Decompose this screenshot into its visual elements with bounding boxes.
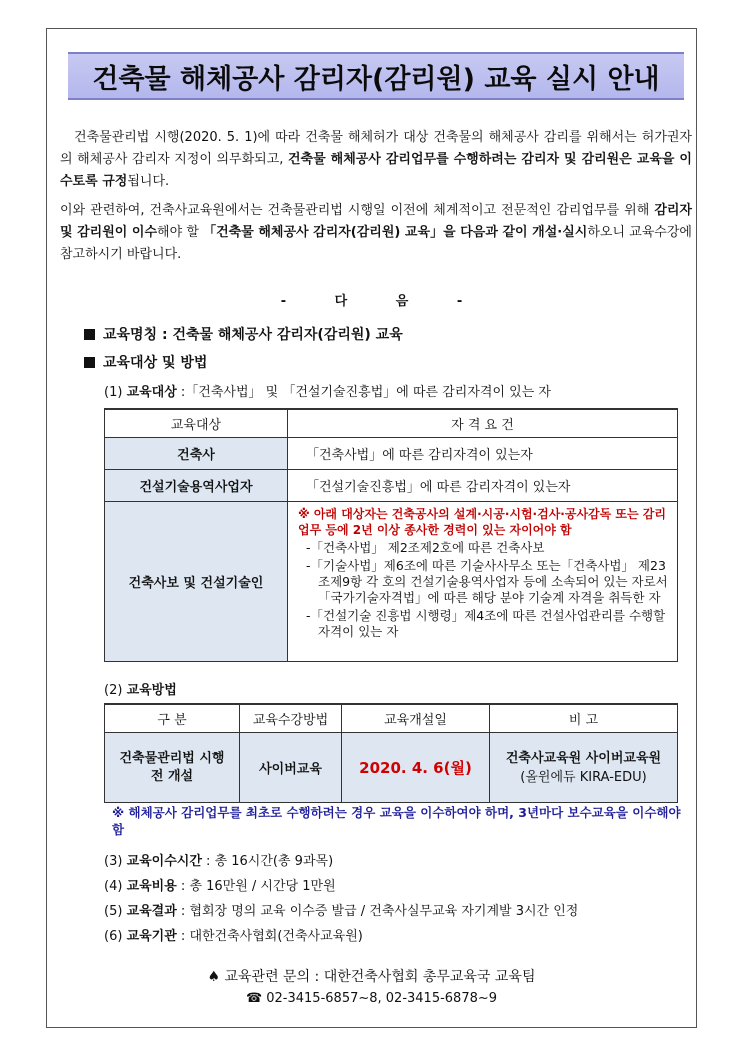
contact-line-2: ☎ 02-3415-6857~8, 02-3415-6878~9 [245, 991, 498, 1006]
detail-label: 교육이수시간 [126, 854, 202, 869]
method-date: 2020. 4. 6(월) [342, 733, 490, 803]
table-row [105, 438, 678, 470]
method-category: 건축물관리법 시행전 개설 [105, 733, 240, 803]
requirement-note: ※ 아래 대상자는 건축공사의 설계·시공·시험·검사·공사감독 또는 감리업무 등에 2년 이상 종사한 경력이 있는 자이어야 함 [298, 507, 666, 537]
contact-line-1: ♠ 교육관련 문의 : 대한건축사협회 총무교육국 교육팀 [207, 969, 536, 985]
warning-note: ※ 해체공사 감리업무를 최초로 수행하려는 경우 교육을 이수하여야 하며, 3년마다 보수교육을 이수해야 함 [112, 805, 681, 837]
requirement-item: -「건축사법」 제2조제2호에 따른 건축사보 [306, 540, 545, 555]
square-bullet-icon [84, 329, 95, 340]
detail-line [104, 850, 333, 869]
table-row [105, 470, 678, 502]
da-eum-heading: - 다 음 - [280, 294, 463, 309]
square-bullet-icon [84, 357, 95, 368]
detail-line [104, 925, 363, 944]
detail-num: (5) [104, 904, 123, 919]
row-label: 건축사 [105, 438, 288, 470]
header-cell: 비 고 [490, 704, 678, 733]
detail-text: : 총 16만원 / 시간당 1만원 [176, 879, 336, 894]
intro-text: 이와 관련하여, 건축사교육원에서는 건축물관리법 시행일 이전에 체계적이고 전문적인 감리업무를 위해 [60, 203, 655, 218]
intro-paragraph-1 [60, 127, 692, 193]
table-header-row [105, 704, 678, 733]
intro-text: 됩니다. [127, 174, 170, 189]
method-table [104, 703, 678, 803]
target-num: (1) [104, 385, 123, 400]
page-title: 건축물 해체공사 감리자(감리원) 교육 실시 안내 [92, 63, 660, 95]
requirement-item: -「건설기술 진흥법 시행령」제4조에 따른 건설사업관리를 수행할 자격이 있는 자 [306, 608, 666, 639]
intro-text: 해야 할 [157, 225, 204, 240]
detail-num: (4) [104, 879, 123, 894]
detail-text: : 협회장 명의 교육 이수증 발급 / 건축사실무교육 자기계발 3시간 인정 [176, 904, 579, 919]
header-cell: 구 분 [105, 704, 240, 733]
intro-bold: 「건축물 해체공사 감리자(감리원) 교육」을 다음과 같이 개설·실시 [203, 225, 588, 240]
target-table [104, 408, 678, 662]
requirement-item: -「기술사법」제6조에 따른 기술사사무소 또는「건축사법」 제23조제9항 각 호의 건설기술용역사업자 등에 소속되어 있는 자로서「국가기술자격법」에 따른 해당 분야 기술계 자격을 취득한 자 [306, 558, 668, 605]
row-requirement: 「건축사법」에 따른 감리자격이 있는자 [288, 438, 678, 470]
row-requirement: 「건설기술진흥법」에 따른 감리자격이 있는자 [288, 470, 678, 502]
header-cell: 교육개설일 [342, 704, 490, 733]
detail-label: 교육비용 [126, 879, 177, 894]
intro-text: 하오니 교육수강에 참고하시기 바랍니다. [60, 225, 692, 262]
method-line [104, 679, 177, 698]
target-label: 교육대상 [126, 385, 177, 400]
target-line [104, 381, 551, 400]
row-label: 건축사보 및 건설기술인 [105, 502, 288, 662]
detail-num: (6) [104, 929, 123, 944]
section-heading-2 [84, 352, 207, 372]
method-label: 교육방법 [126, 683, 177, 698]
detail-line [104, 875, 336, 894]
method-way: 사이버교육 [240, 733, 342, 803]
table-row [105, 733, 678, 803]
row-requirement [288, 502, 678, 662]
remark-line-2: (올윈에듀 KIRA-EDU) [520, 769, 647, 785]
table-header-row [105, 409, 678, 438]
detail-label: 교육기관 [126, 929, 177, 944]
detail-line [104, 900, 578, 919]
section-2-text: 교육대상 및 방법 [103, 355, 208, 371]
table-row [105, 502, 678, 662]
method-remark [490, 733, 678, 803]
detail-text: : 총 16시간(총 9과목) [201, 854, 334, 869]
header-cell: 교육대상 [105, 409, 288, 438]
detail-text: : 대한건축사협회(건축사교육원) [176, 929, 363, 944]
detail-label: 교육결과 [126, 904, 177, 919]
intro-bold: 감리자 및 감리원이 이수 [60, 203, 692, 240]
section-1-text: 교육명칭 : 건축물 해체공사 감리자(감리원) 교육 [103, 327, 403, 343]
detail-num: (3) [104, 854, 123, 869]
row-label: 건설기술용역사업자 [105, 470, 288, 502]
intro-bold: 건축물 해체공사 감리업무를 수행하려는 감리자 및 감리원은 교육을 이수토록 규정 [60, 152, 692, 189]
remark-line-1: 건축사교육원 사이버교육원 [505, 750, 662, 766]
header-cell: 자 격 요 건 [288, 409, 678, 438]
header-cell: 교육수강방법 [240, 704, 342, 733]
intro-text: 건축물관리법 시행(2020. 5. 1)에 따라 건축물 해체허가 대상 건축물의 해체공사 감리를 위해서는 허가권자의 해체공사 감리자 지정이 의무화되고, [60, 130, 692, 167]
method-num: (2) [104, 683, 123, 698]
target-text: :「건축사법」 및 「건설기술진흥법」에 따른 감리자격이 있는 자 [176, 385, 551, 400]
section-heading-1 [84, 324, 403, 344]
title-banner [68, 52, 684, 100]
intro-paragraph-2 [60, 200, 692, 266]
